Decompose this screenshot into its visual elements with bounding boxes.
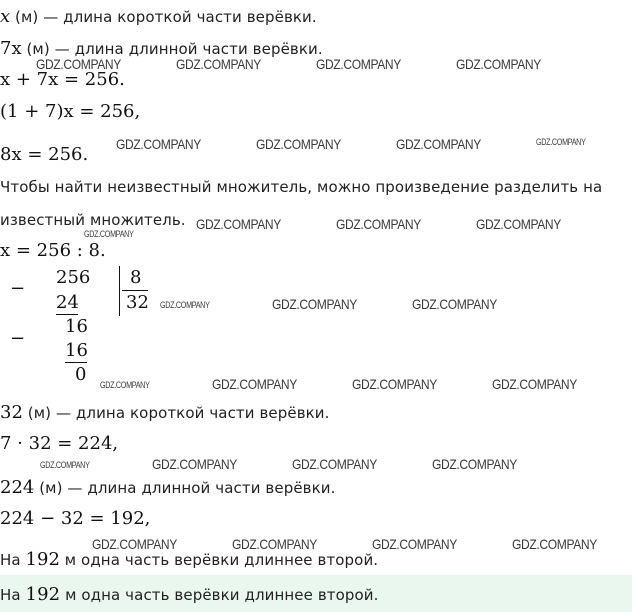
watermark: GDZ.COMPANY	[92, 536, 177, 552]
difference-value: 192	[25, 549, 60, 570]
remainder-final: 0	[75, 364, 87, 385]
watermark: GDZ.COMPANY	[492, 376, 577, 392]
equation-4: x = 256 : 8.	[0, 240, 106, 261]
subtrahend-2: 16	[65, 340, 88, 361]
watermark: GDZ.COMPANY	[40, 460, 90, 470]
rule-text-line-1: Чтобы найти неизвестный множитель, можно произведение разделить на	[0, 178, 603, 196]
line-long-part-result	[0, 477, 335, 498]
answer-text	[0, 584, 379, 605]
difference-suffix: м одна часть верёвки длиннее второй.	[59, 551, 379, 569]
answer-suffix: м одна часть верёвки длиннее второй.	[60, 586, 379, 604]
watermark: GDZ.COMPANY	[316, 56, 401, 72]
var-7x-text: 7x	[0, 38, 22, 59]
watermark: GDZ.COMPANY	[476, 216, 561, 232]
watermark: GDZ.COMPANY	[176, 56, 261, 72]
watermark: GDZ.COMPANY	[256, 136, 341, 152]
long-part-value: 224	[0, 477, 35, 498]
quotient: 32	[126, 292, 149, 313]
watermark: GDZ.COMPANY	[336, 216, 421, 232]
divisor: 8	[130, 267, 142, 288]
watermark: GDZ.COMPANY	[36, 56, 121, 72]
long-part-text: (м) — длина длинной части верёвки.	[21, 40, 323, 58]
difference-prefix: На	[0, 551, 26, 569]
equation-2: (1 + 7)x = 256,	[0, 101, 141, 122]
underline-2	[65, 362, 87, 363]
answer-prefix: На	[0, 586, 26, 604]
equation-1: x + 7x = 256.	[0, 69, 125, 90]
subtrahend-1: 24	[56, 292, 79, 313]
watermark: GDZ.COMPANY	[160, 300, 210, 310]
divisor-underline	[122, 290, 148, 291]
var-x: x	[0, 6, 11, 27]
watermark: GDZ.COMPANY	[84, 229, 134, 239]
watermark: GDZ.COMPANY	[512, 536, 597, 552]
dividend: 256	[56, 267, 91, 288]
watermark: GDZ.COMPANY	[456, 56, 541, 72]
minus-sign-1: −	[10, 278, 26, 299]
line-short-part-definition	[0, 6, 317, 27]
rule-text-line-2: известный множитель.	[0, 211, 186, 229]
watermark: GDZ.COMPANY	[396, 136, 481, 152]
watermark: GDZ.COMPANY	[232, 536, 317, 552]
watermark: GDZ.COMPANY	[152, 456, 237, 472]
equation-5: 7 · 32 = 224,	[0, 433, 119, 454]
equation-6: 224 − 32 = 192,	[0, 508, 151, 529]
short-part-value: 32	[0, 402, 23, 423]
watermark: GDZ.COMPANY	[100, 380, 150, 390]
var-7x	[0, 38, 22, 59]
watermark: GDZ.COMPANY	[116, 136, 201, 152]
watermark: GDZ.COMPANY	[372, 536, 457, 552]
division-vertical-bar	[119, 266, 120, 316]
answer-value: 192	[25, 584, 61, 605]
watermark: GDZ.COMPANY	[196, 216, 281, 232]
watermark: GDZ.COMPANY	[352, 376, 437, 392]
minus-sign-2: −	[10, 328, 26, 349]
watermark: GDZ.COMPANY	[536, 137, 586, 147]
long-part-result-text: (м) — длина длинной части верёвки.	[34, 479, 336, 497]
underline-1	[56, 314, 78, 315]
watermark: GDZ.COMPANY	[412, 296, 497, 312]
watermark: GDZ.COMPANY	[432, 456, 517, 472]
watermark: GDZ.COMPANY	[212, 376, 297, 392]
short-part-result-text: (м) — длина короткой части верёвки.	[22, 404, 330, 422]
watermark: GDZ.COMPANY	[292, 456, 377, 472]
answer-box	[0, 575, 632, 612]
remainder-1: 16	[65, 316, 88, 337]
line-difference-result	[0, 549, 378, 570]
watermark: GDZ.COMPANY	[272, 296, 357, 312]
short-part-text: (м) — длина короткой части верёвки.	[10, 8, 317, 26]
equation-3: 8x = 256.	[0, 144, 89, 165]
line-short-part-result	[0, 402, 330, 423]
